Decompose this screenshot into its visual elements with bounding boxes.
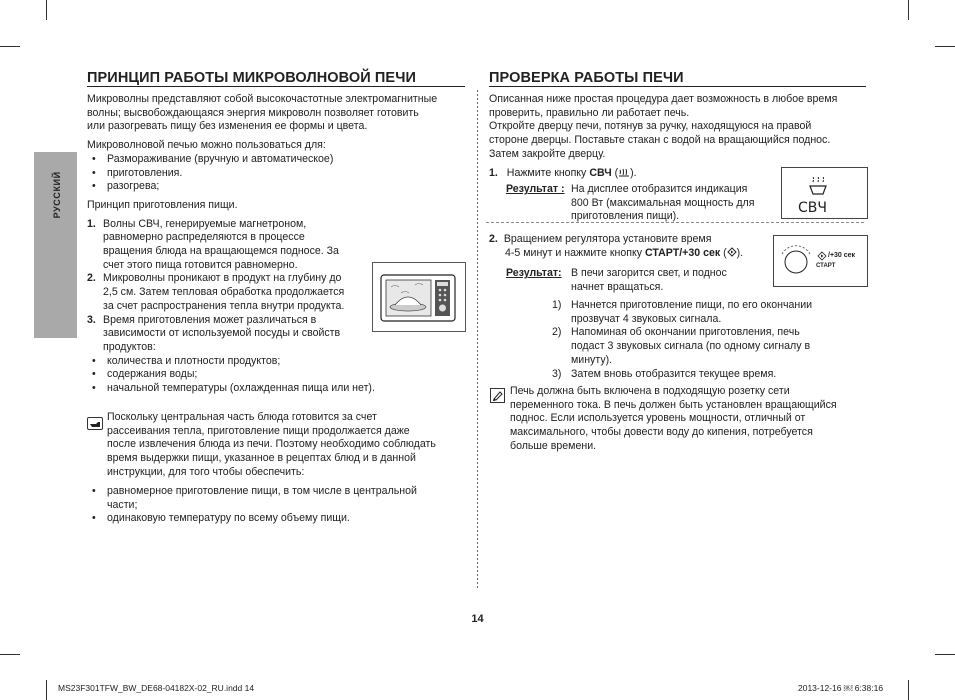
intro-line: Описанная ниже простая процедура дает возможность в любое время xyxy=(489,93,838,105)
step-number: 1. xyxy=(489,167,498,179)
ensure-list xyxy=(87,485,467,526)
intro-line: Откройте дверцу печи, потянув за ручку, находящуюся на правой xyxy=(489,120,812,133)
intro-line: Микроволны представляют собой высокочастотные электромагнитные xyxy=(87,93,438,105)
result-line: начнет вращаться. xyxy=(571,280,664,293)
step-text: ). xyxy=(736,246,744,259)
language-label: РУССКИЙ xyxy=(51,171,62,219)
step-line: Микроволны проникают в продукт на глубину до xyxy=(103,272,342,285)
step-line: Волны СВЧ, генерируемые магнетроном, xyxy=(103,217,307,230)
check-step-2: 2. Вращением регулятора установите время 4-5 минут и нажмите кнопку СТАРТ/+30 сек ( ). xyxy=(489,233,744,259)
crop-mark xyxy=(908,0,909,20)
note-line: переменного тока. В печь должен быть установлен вращающийся xyxy=(510,398,837,411)
step-line: 2,5 см. Затем тепловая обработка продолжается xyxy=(103,286,345,299)
factor-item: • начальной температуры (охлажденная пища или нет). xyxy=(87,382,467,396)
start-illustration xyxy=(773,235,868,287)
microwave-illustration xyxy=(372,262,466,332)
start-label: /+30 сек xyxy=(828,252,856,259)
note-pencil-icon xyxy=(490,388,505,403)
footer-filename: MS23F301TFW_BW_DE68-04182X-02_RU.indd 14 xyxy=(58,683,255,693)
uses-heading: Микроволновой печью можно пользоваться для: xyxy=(87,139,326,152)
substeps xyxy=(548,299,868,381)
note-line: Поскольку центральная часть блюда готовится за счет xyxy=(107,411,377,423)
note-hand-icon xyxy=(87,417,103,430)
crop-mark xyxy=(935,46,955,47)
microwave-button-name: СВЧ xyxy=(589,167,612,179)
intro-line: Затем закройте дверцу. xyxy=(489,147,606,160)
ensure-line: части; xyxy=(107,498,138,511)
note-line: после извлечения блюда из печи. Поэтому необходимо соблюдать xyxy=(107,438,436,451)
left-note xyxy=(107,411,467,480)
step-number: 3. xyxy=(87,313,96,326)
step-line: Время приготовления может различаться в xyxy=(103,313,317,326)
result-label-2-wrap xyxy=(506,267,562,281)
substep-line: минуту). xyxy=(571,353,613,366)
right-section-title: ПРОВЕРКА РАБОТЫ ПЕЧИ xyxy=(489,70,684,86)
substep-line: Затем вновь отобразится текущее время. xyxy=(571,367,777,380)
substep xyxy=(548,368,868,382)
ensure-line: • одинаковую температуру по всему объему пищи. xyxy=(107,512,350,525)
start-diamond-icon xyxy=(727,247,737,257)
result-line: 800 Вт (максимальная мощность для xyxy=(571,196,755,209)
substep-number: 2) xyxy=(552,326,562,339)
step-line: равномерно распределяются в процессе xyxy=(103,231,305,244)
left-title-rule xyxy=(87,86,465,87)
step-number: 1. xyxy=(87,217,96,230)
start-sub-label: СТАРТ xyxy=(816,263,836,269)
crop-mark xyxy=(908,680,909,700)
result-1-text xyxy=(571,183,776,224)
step-line: счет этого пища готовится равномерно. xyxy=(103,258,298,271)
result-line: В печи загорится свет, и поднос xyxy=(571,267,727,279)
step-line: за счет распространения тепла внутри продукта. xyxy=(103,299,345,312)
display-illustration xyxy=(781,167,868,219)
substep-line: Начнется приготовление пищи, по его окончании xyxy=(571,299,813,311)
substep xyxy=(548,299,868,326)
note-line: рассеивания тепла, приготовление пищи продолжается даже xyxy=(107,424,410,437)
microwave-waves-icon xyxy=(618,168,630,177)
use-item: • приготовления. xyxy=(87,167,467,181)
factor-item: • количества и плотности продуктов; xyxy=(87,355,467,369)
step-text: 4-5 минут и нажмите кнопку xyxy=(505,246,645,259)
result-label: Результат: xyxy=(506,267,562,279)
note-line: инструкции, для того чтобы обеспечить: xyxy=(107,465,305,478)
intro-line: стороне дверцы. Поставьте стакан с водой на вращающийся поднос. xyxy=(489,134,831,147)
intro-line: волны; высвобождающаяся энергия микроволн позволяет готовить xyxy=(87,106,419,119)
note-line: Печь должна быть включена в подходящую розетку сети xyxy=(510,385,790,397)
step-number: 2. xyxy=(489,233,498,245)
result-label: Результат : xyxy=(506,183,565,195)
right-note xyxy=(510,385,870,454)
use-item: • разогрева; xyxy=(87,180,467,194)
note-line: больше времени. xyxy=(510,439,597,452)
result-line: приготовления пищи). xyxy=(571,210,680,223)
intro-line: проверить, правильно ли работает печь. xyxy=(489,106,690,119)
check-step-1: 1. Нажмите кнопку СВЧ ( ). xyxy=(489,167,637,179)
start-button-name: СТАРТ/+30 сек xyxy=(644,246,721,259)
ensure-item xyxy=(87,512,467,526)
principle-heading: Принцип приготовления пищи. xyxy=(87,198,238,211)
language-side-tab xyxy=(34,152,77,338)
display-label: СВЧ xyxy=(798,200,827,216)
substep-number: 1) xyxy=(552,299,562,311)
ensure-line: • равномерное приготовление пищи, в том числе в центральной xyxy=(107,485,417,497)
step-separator xyxy=(486,222,864,223)
crop-mark xyxy=(0,654,20,655)
crop-mark xyxy=(46,0,47,20)
page-number: 14 xyxy=(471,613,484,625)
note-line: время выдержки пищи, указанное в рецептах блюд и в данной xyxy=(107,452,416,465)
factor-item: • содержания воды; xyxy=(87,368,467,382)
left-section-title: ПРИНЦИП РАБОТЫ МИКРОВОЛНОВОЙ ПЕЧИ xyxy=(87,70,417,86)
substep xyxy=(548,326,868,367)
step-text: Нажмите кнопку xyxy=(506,167,590,179)
result-label-1 xyxy=(506,183,565,197)
use-item: • Размораживание (вручную и автоматическое) xyxy=(87,153,467,167)
right-intro xyxy=(489,93,869,162)
ensure-item xyxy=(87,485,467,512)
step-text: ). xyxy=(630,167,637,179)
note-line: поднос. Если используется уровень мощности, отличный от xyxy=(510,412,806,425)
step-number: 2. xyxy=(87,272,96,285)
dial-and-start-icon xyxy=(774,236,867,286)
result-2-text xyxy=(571,267,776,294)
crop-mark xyxy=(935,654,955,655)
step-line: зависимости от используемой посуды и свойств xyxy=(103,327,341,340)
left-column xyxy=(87,93,467,396)
footer-timestamp: 2013-12-16 ￼ 6:38:16 xyxy=(798,683,884,693)
step-text: Вращением регулятора установите время xyxy=(503,233,712,245)
crop-mark xyxy=(46,680,47,700)
microwave-oven-icon xyxy=(373,263,465,331)
column-divider xyxy=(477,90,478,590)
substep-line: прозвучат 4 звуковых сигнала. xyxy=(571,312,722,325)
intro-line: или разогревать пищу без изменения ее формы и цвета. xyxy=(87,120,368,133)
substep-line: Напоминая об окончании приготовления, печь xyxy=(571,326,800,339)
step-line: продуктов: xyxy=(103,340,156,353)
substep-line: подаст 3 звуковых сигнала (по одному сигналу в xyxy=(571,340,811,353)
result-line: На дисплее отобразится индикация xyxy=(571,183,748,195)
substep-number: 3) xyxy=(552,367,562,380)
right-title-rule xyxy=(489,86,866,87)
step-line: вращения блюда на вращающемся подносе. За xyxy=(103,245,339,258)
crop-mark xyxy=(0,46,20,47)
note-line: максимального, чтобы довести воду до кипения, потребуется xyxy=(510,426,813,439)
